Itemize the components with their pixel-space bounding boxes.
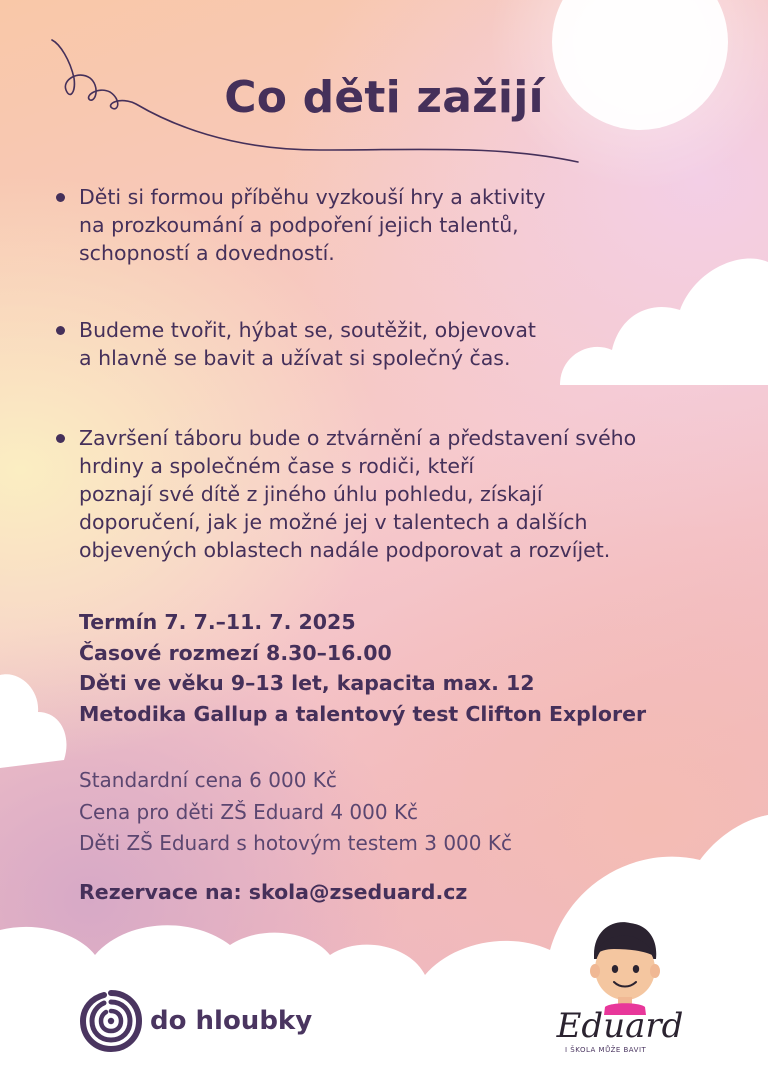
bullet-line: doporučení, jak je možné jej v talentech a dalších: [79, 510, 588, 534]
reservation-contact[interactable]: Rezervace na: skola@zseduard.cz: [79, 880, 468, 904]
page-title: Co děti zažijí: [224, 72, 544, 123]
do-hloubky-logo: [80, 990, 312, 1052]
price-list: [79, 765, 512, 860]
eduard-tagline: I ŠKOLA MŮŽE BAVIT: [565, 1046, 647, 1054]
cloud-left-icon: [0, 674, 66, 768]
bullet-line: hrdiny a společném čase s rodiči, kteří: [79, 454, 475, 478]
event-info: [79, 607, 646, 729]
bullet-dot-icon: [56, 193, 65, 202]
price-school-tested: Děti ZŠ Eduard s hotovým testem 3 000 Kč: [79, 831, 512, 855]
info-date: Termín 7. 7.–11. 7. 2025: [79, 610, 356, 634]
bullet-line: a hlavně se bavit a užívat si společný čas.: [79, 346, 511, 370]
info-time: Časové rozmezí 8.30–16.00: [79, 640, 392, 665]
bullet-line: objevených oblastech nadále podporovat a rozvíjet.: [79, 538, 611, 562]
bullet-item: [56, 183, 706, 267]
bullet-line: poznají své dítě z jiného úhlu pohledu, získají: [79, 482, 543, 506]
bullet-line: schopností a dovedností.: [79, 241, 335, 265]
bullet-line: Budeme tvořit, hýbat se, soutěžit, objevovat: [79, 318, 536, 342]
bullet-dot-icon: [56, 326, 65, 335]
bullet-line: Završení táboru bude o ztvárnění a představení svého: [79, 426, 637, 450]
bullet-dot-icon: [56, 434, 65, 443]
bullet-line: na prozkoumání a podpoření jejich talentů,: [79, 213, 519, 237]
eduard-mascot-icon: [550, 915, 690, 1060]
info-method: Metodika Gallup a talentový test Clifton Explorer: [79, 701, 647, 726]
bullet-item: [56, 424, 706, 564]
spiral-logo-icon: [80, 990, 142, 1052]
price-standard: Standardní cena 6 000 Kč: [79, 768, 337, 792]
price-school: Cena pro děti ZŠ Eduard 4 000 Kč: [79, 799, 419, 824]
eduard-wordmark: Eduard: [556, 1006, 684, 1046]
bullet-line: Děti si formou příběhu vyzkouší hry a aktivity: [79, 185, 546, 209]
info-age: Děti ve věku 9–13 let, kapacita max. 12: [79, 671, 535, 695]
bullet-item: [56, 316, 706, 372]
logo-text: do hloubky: [150, 1006, 313, 1036]
